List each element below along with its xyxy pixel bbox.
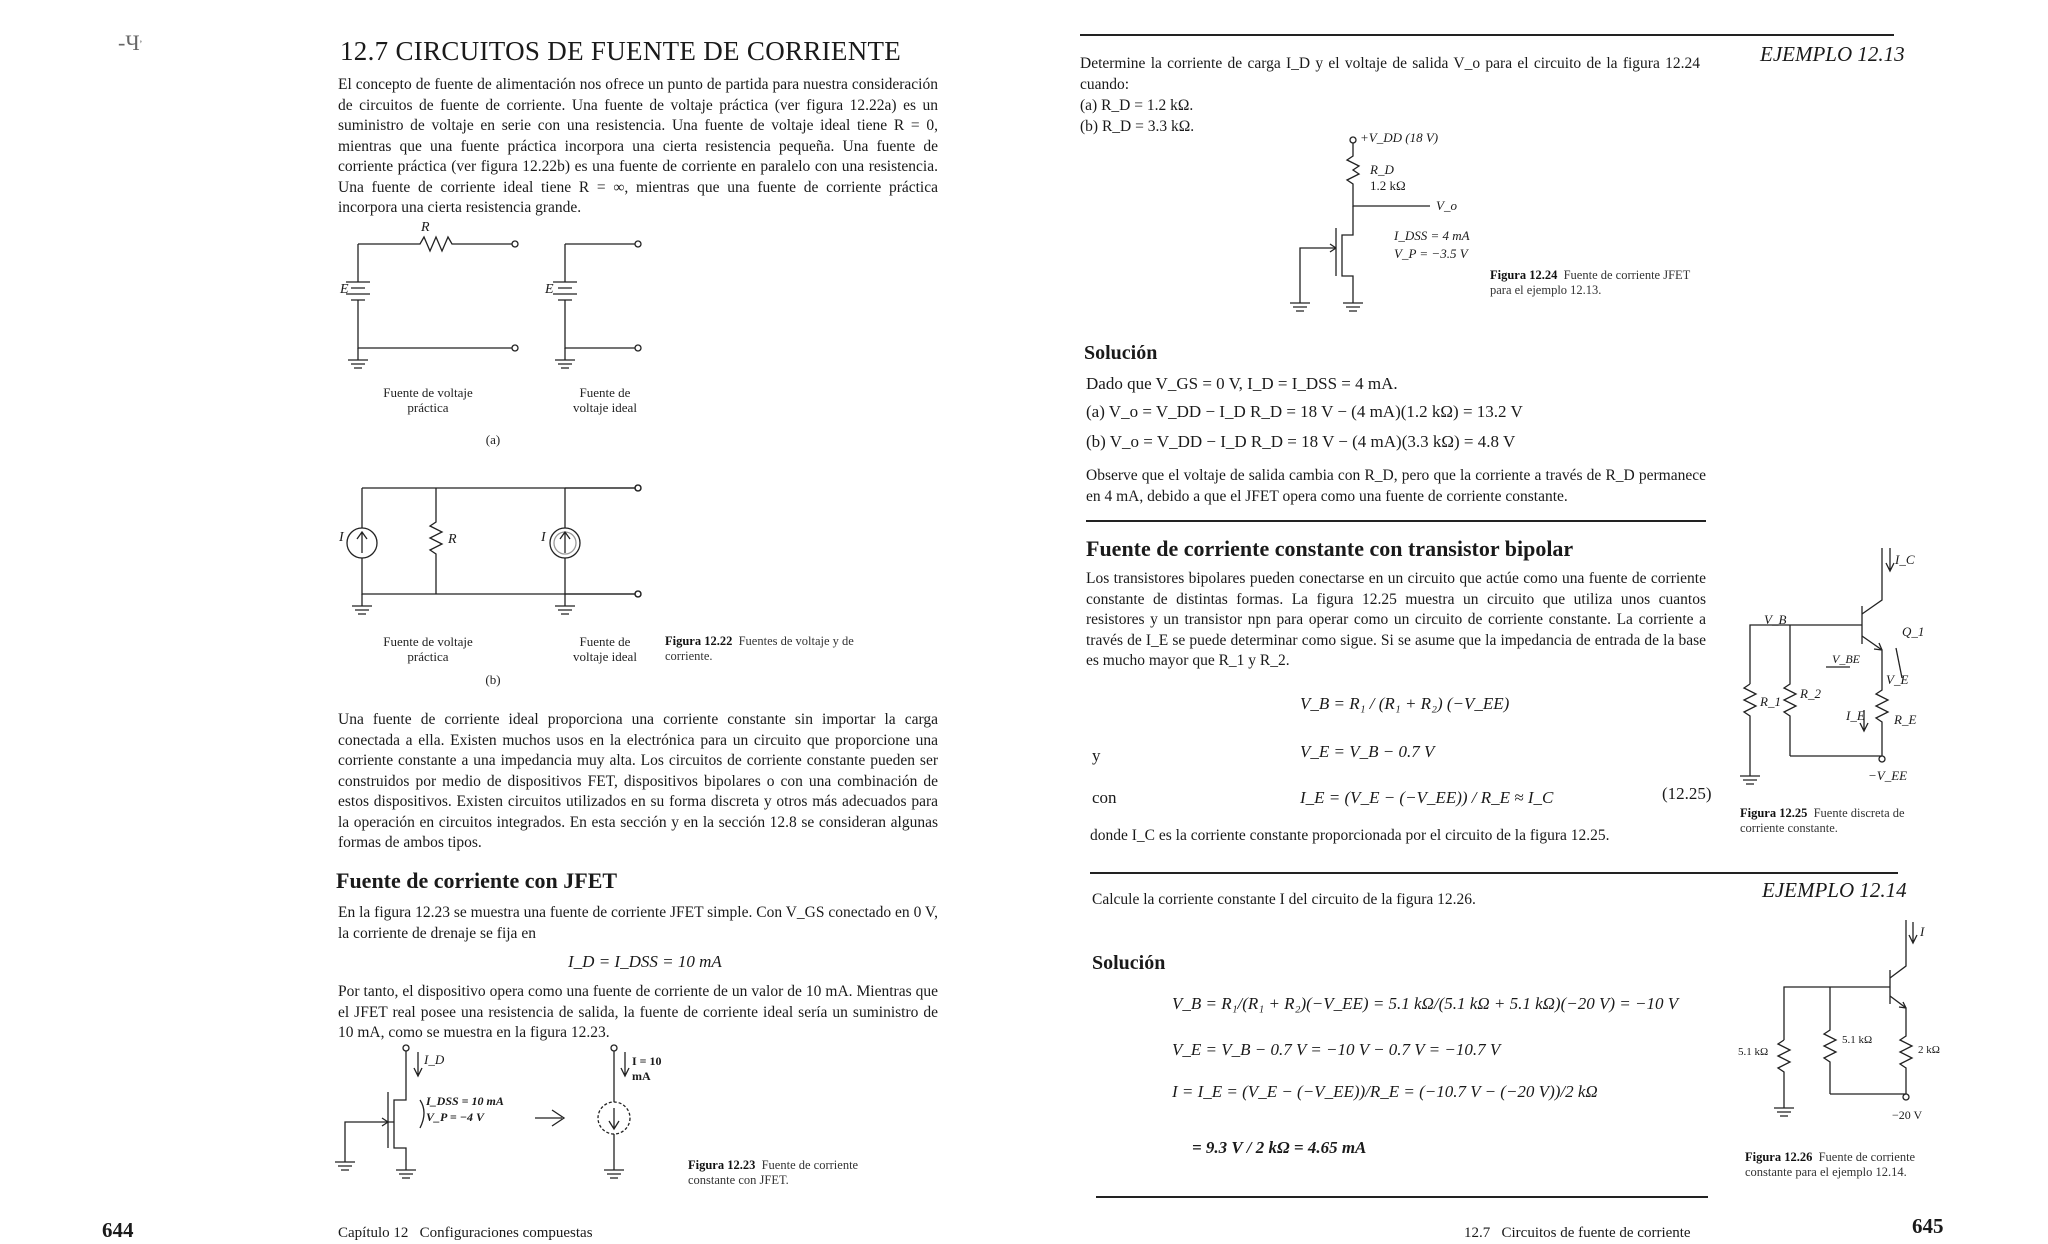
fig22-i-label-1: I: [339, 530, 344, 545]
fig23-vp-label: V_P = −4 V: [426, 1110, 485, 1124]
fig24-caption: [1490, 268, 1700, 298]
jfet-paragraph: En la figura 12.23 se muestra una fuente de corriente JFET simple. Con V_GS conectado en 0 V, la corriente de drenaje se fija en: [338, 904, 938, 942]
fig26-r2: 5.1 kΩ: [1842, 1034, 1873, 1046]
solution14-line1: V_B = R₁/(R₁ + R₂)(−V_EE) = 5.1 kΩ/(5.1 kΩ + 5.1 kΩ)(−20 V) = −10 V: [1172, 994, 1679, 1013]
fig26-i: I: [1920, 924, 1925, 939]
fig23-caption-label: Figura 12.23: [688, 1158, 756, 1172]
bjt-where: donde I_C es la corriente constante proporcionada por el circuito de la figura 12.25.: [1090, 827, 1610, 844]
fig22-i-label-2: I: [541, 530, 546, 545]
fig22-caption: [665, 634, 855, 664]
fig23-caption: [688, 1158, 868, 1188]
fig25-r2: R_2: [1800, 686, 1821, 701]
example13-label: EJEMPLO 12.13: [1760, 42, 1905, 66]
fig26-caption: [1745, 1150, 1945, 1180]
fig24-idss: I_DSS = 4 mA: [1394, 228, 1470, 243]
fig25-vee: −V_EE: [1868, 768, 1908, 783]
example14-label: EJEMPLO 12.14: [1762, 878, 1907, 902]
section-title: 12.7 CIRCUITOS DE FUENTE DE CORRIENTE: [340, 36, 902, 66]
fig25-vb: V_B: [1764, 612, 1787, 627]
equation-number: (12.25): [1662, 784, 1712, 803]
jfet-equation: I_D = I_DSS = 10 mA: [568, 952, 722, 971]
jfet-heading: Fuente de corriente con JFET: [336, 868, 618, 893]
bottom-rule: [1096, 1196, 1708, 1198]
fig24-vo: V_o: [1436, 198, 1457, 213]
fig22-caption-label: Figura 12.22: [665, 634, 733, 648]
solution13-line2: (a) V_o = V_DD − I_D R_D = 18 V − (4 mA)(1.2 kΩ) = 13.2 V: [1086, 402, 1523, 421]
fig22-practical-current-label: Fuente de voltaje práctica: [383, 634, 473, 664]
footer-left: Capítulo 12 Configuraciones compuestas: [338, 1225, 593, 1241]
intro-paragraph: El concepto de fuente de alimentación nos ofrece un punto de partida para nuestra consideración de circuitos de fuente de corriente. Una fuente de voltaje práctica (ver figura 12.22a) es un suministro de voltaje en serie con una resistencia. Una fuente de voltaje ideal tiene R = 0, mientras que una fuente práctica incorpora una cierta resistencia pequeña. Una fuente de corriente práctica (ver figura 12.22b) es una fuente de corriente en paralelo con una resistencia. Una fuente de corriente ideal tiene R = ∞, mientras que una fuente de corriente práctica incorpora una cierta resistencia grande.: [338, 76, 938, 216]
fig25-ve: V_E: [1886, 672, 1909, 687]
solution-label-14: Solución: [1092, 952, 1166, 974]
solution-label-13: Solución: [1084, 342, 1158, 364]
fig24-rd: R_D: [1370, 162, 1394, 177]
fig26-r1: 5.1 kΩ: [1738, 1046, 1769, 1058]
word-y: y: [1092, 746, 1101, 765]
fig25-caption-label: Figura 12.25: [1740, 806, 1808, 820]
bjt-heading: Fuente de corriente constante con transistor bipolar: [1086, 536, 1574, 561]
solution14-line2: V_E = V_B − 0.7 V = −10 V − 0.7 V = −10.7 V: [1172, 1040, 1501, 1059]
fig25-ie: I_E: [1846, 708, 1865, 723]
example13-text: Determine la corriente de carga I_D y el voltaje de salida V_o para el circuito de la figura 12.24 cuando:: [1080, 55, 1700, 93]
corner-mark: -Ч,: [118, 30, 143, 55]
fig22-part-a: (a): [485, 432, 501, 447]
solution14-line4: = 9.3 V / 2 kΩ = 4.65 mA: [1192, 1138, 1367, 1157]
fig25-q1: Q_1: [1902, 624, 1925, 639]
fig24-caption-label: Figura 12.24: [1490, 268, 1558, 282]
fig22-ideal-voltage-label: Fuente de voltaje ideal: [573, 385, 637, 415]
fig22-r-label-2: R: [448, 532, 457, 547]
equation-ve: V_E = V_B − 0.7 V: [1300, 742, 1435, 761]
footer-right: 12.7 Circuitos de fuente de corriente: [1464, 1225, 1691, 1241]
solution13-line1: Dado que V_GS = 0 V, I_D = I_DSS = 4 mA.: [1086, 374, 1398, 393]
equation-vb: V_B = R₁ / (R₁ + R₂) (−V_EE): [1300, 694, 1510, 713]
figure-12-26-diagram: [0, 0, 1, 1]
fig25-re: R_E: [1894, 712, 1917, 727]
solution14-line3: I = I_E = (V_E − (−V_EE))/R_E = (−10.7 V − (−20 V))/2 kΩ: [1172, 1082, 1598, 1101]
fig23-idss-label: I_DSS = 10 mA: [426, 1094, 504, 1108]
fig25-caption: [1740, 806, 1920, 836]
section-rule: [1086, 520, 1706, 522]
fig25-r1: R_1: [1760, 694, 1781, 709]
fig23-i-label: I = 10 mA: [632, 1054, 662, 1083]
fig22-practical-voltage-label: Fuente de voltaje práctica: [383, 385, 473, 415]
equation-ie: I_E = (V_E − (−V_EE)) / R_E ≈ I_C: [1300, 788, 1554, 807]
fig26-caption-text: Fuente de corriente constante para el ejemplo 12.14.: [1745, 1150, 1916, 1179]
page-number-left: 644: [102, 1218, 134, 1242]
fig26-re: 2 kΩ: [1918, 1044, 1940, 1056]
fig23-caption-text: Fuente de corriente constante con JFET.: [688, 1158, 859, 1187]
fig22-ideal-current-label: Fuente de voltaje ideal: [573, 634, 637, 664]
solution13-note: Observe que el voltaje de salida cambia con R_D, pero que la corriente a través de R_D permanece en 4 mA, debido a que el JFET opera como una fuente de corriente constante.: [1086, 467, 1706, 505]
example13-b: (b) R_D = 3.3 kΩ.: [1080, 118, 1195, 135]
fig25-vbe: V_BE: [1832, 652, 1860, 666]
fig24-caption-text: Fuente de corriente JFET para el ejemplo 12.13.: [1490, 268, 1691, 297]
fig26-vee: −20 V: [1892, 1108, 1923, 1122]
jfet-paragraph-2: Por tanto, el dispositivo opera como una fuente de corriente de un valor de 10 mA. Mientras que el JFET real posee una resistencia de salida, la fuente de corriente ideal sería un suministro de 10 mA, como se muestra en la figura 12.23.: [338, 983, 938, 1041]
example13-rule: [1080, 34, 1894, 36]
fig25-caption-text: Fuente discreta de corriente constante.: [1740, 806, 1905, 835]
fig22-caption-text: Fuentes de voltaje y de corriente.: [665, 634, 854, 663]
fig24-vdd: +V_DD (18 V): [1360, 130, 1439, 145]
bjt-paragraph: Los transistores bipolares pueden conectarse en un circuito que actúe como una fuente de corriente constante de distintas formas. La figura 12.25 muestra un circuito que utiliza unos cuantos resistores y un transistor npn para operar como un circuito de corriente constante. La corriente a través de I_E se puede determinar como sigue. Si se asume que la impedancia de entrada de la base es mucho mayor que R_1 y R_2.: [1086, 570, 1706, 669]
fig22-e-label-2: E: [545, 282, 554, 297]
word-con: con: [1092, 788, 1117, 807]
fig22-e-label-1: E: [340, 282, 349, 297]
fig24-rd-val: 1.2 kΩ: [1370, 178, 1406, 193]
fig22-r-label: R: [421, 220, 430, 235]
example13-a: (a) R_D = 1.2 kΩ.: [1080, 97, 1194, 114]
fig23-id-label: I_D: [424, 1052, 445, 1067]
solution13-line3: (b) V_o = V_DD − I_D R_D = 18 V − (4 mA)(3.3 kΩ) = 4.8 V: [1086, 432, 1516, 451]
page-number-right: 645: [1912, 1214, 1944, 1238]
fig24-vp: V_P = −3.5 V: [1394, 246, 1468, 261]
fig22-part-b: (b): [485, 672, 501, 687]
fig26-caption-label: Figura 12.26: [1745, 1150, 1813, 1164]
example14-rule: [1090, 872, 1898, 874]
example14-text: Calcule la corriente constante I del circuito de la figura 12.26.: [1092, 891, 1476, 908]
paragraph-2: Una fuente de corriente ideal proporciona una corriente constante sin importar la carga conectada a ella. Existen muchos usos en la electrónica para un circuito que proporcione una corriente constante a una impedancia muy alta. Los circuitos de corriente constante pueden ser construidos por medio de dispositivos FET, dispositivos bipolares o con una combinación de estos dispositivos. Existen circuitos utilizados en su forma discreta y otros más adecuados para la operación en circuitos integrados. En esta sección y en la sección 12.8 se consideran algunas formas de ambos tipos.: [338, 711, 938, 851]
fig25-ic: I_C: [1895, 552, 1915, 567]
